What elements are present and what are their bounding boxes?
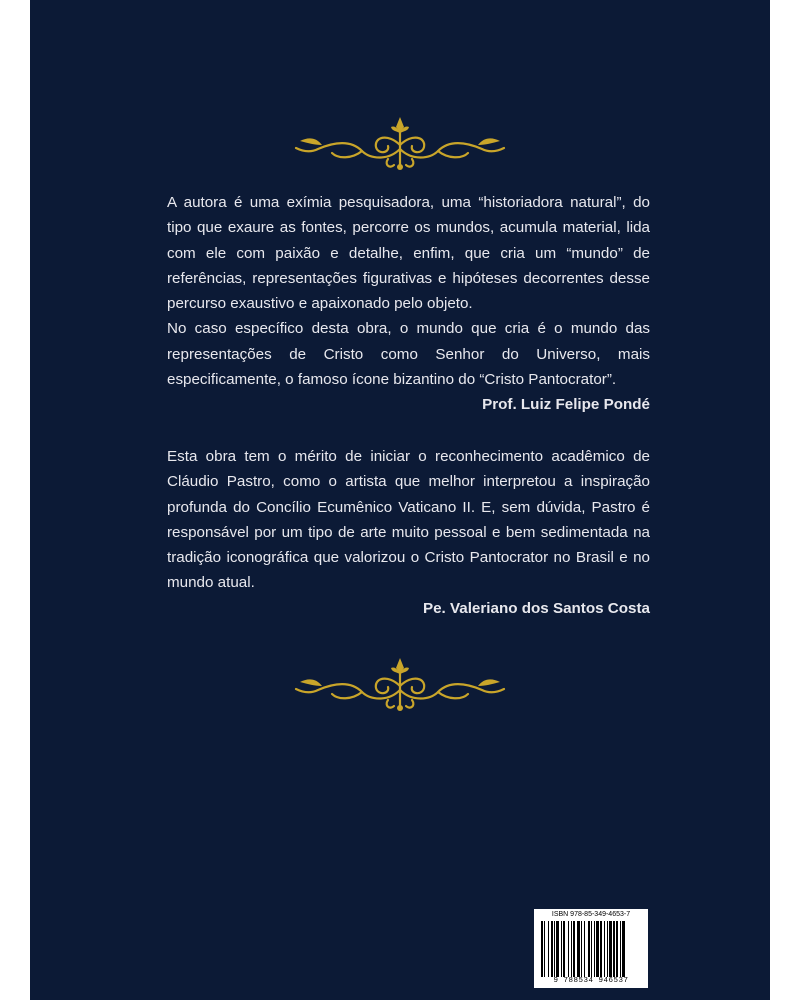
barcode-stripe [548,921,549,977]
barcode-stripe [541,921,543,977]
review-2-paragraph-1: Esta obra tem o mérito de iniciar o reconhecimento acadêmico de Cláudio Pastro, como o artista que melhor interpretou a inspiração profunda do Concílio Ecumênico Vaticano II. E, sem dúvida, Pastro é responsável por um tipo de arte muito pessoal e bem sedimentada na tradição iconográfica que valorizou o Cristo Pantocrator no Brasil e no mundo atual. [167,448,650,592]
review-1-paragraph-1: A autora é uma exímia pesquisadora, uma “historiadora natural”, do tipo que exaure as fontes, percorre os mundos, acumula material, lida com ele com paixão e detalhe, enfim, que cria um “mundo” de referências, representações figurativas e hipóteses decorrentes desse percurso exaustivo e apaixonado pelo objeto. [167,194,650,313]
barcode-stripe [591,921,592,977]
barcode-stripe [604,921,605,977]
barcode-stripe [563,921,565,977]
barcode-digits: 9 788534 946537 [553,977,629,985]
review-1-author: Prof. Luiz Felipe Pondé [482,396,650,414]
isbn-barcode [534,909,648,988]
barcode-stripe [554,921,555,977]
barcode-stripe [609,921,612,977]
review-2-author: Pe. Valeriano dos Santos Costa [422,599,650,617]
flourish-ornament-bottom [292,656,508,712]
barcode-stripe [588,921,590,977]
review-block-1 [167,190,650,418]
barcode-stripe [596,921,599,977]
barcode-stripe [613,921,615,977]
barcode-stripe [571,921,572,977]
review-1-paragraph-2: No caso específico desta obra, o mundo que cria é o mundo das representações de Cristo como Senhor do Universo, mais especificamente, o famoso ícone bizantino do “Cristo Pantocrator”. [167,320,650,389]
review-block-2 [167,444,650,621]
barcode-stripe [544,921,545,977]
barcode-stripe [568,921,569,977]
flourish-ornament-top [292,115,508,171]
barcode-stripe [581,921,582,977]
barcode-stripe [616,921,618,977]
barcode-stripe [556,921,559,977]
isbn-label: ISBN 978-85-349-4653-7 [551,911,631,918]
barcode-stripe [622,921,625,977]
barcode-stripe [620,921,621,977]
barcode-stripe [607,921,608,977]
barcode-stripe [594,921,595,977]
barcode-stripe [561,921,562,977]
barcode-stripe [600,921,602,977]
barcode-bars [540,921,642,977]
barcode-stripe [584,921,585,977]
back-cover [30,0,770,1000]
barcode-stripe [551,921,553,977]
barcode-stripe [577,921,580,977]
barcode-stripe [573,921,575,977]
